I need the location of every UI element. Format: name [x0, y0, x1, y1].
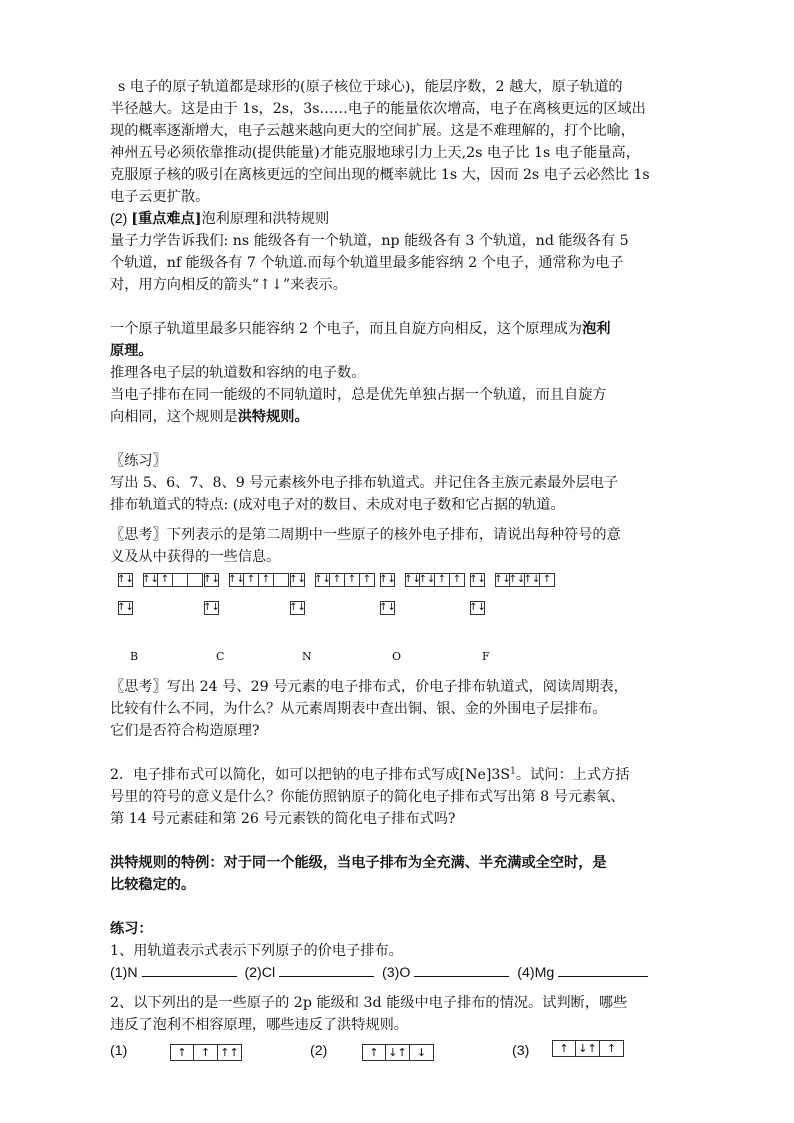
- text-line: 电子云更扩散。: [110, 189, 210, 205]
- orbital-box: ↑: [158, 573, 173, 587]
- practice-heading: 〖练习〗: [110, 453, 167, 469]
- text-line: 号里的符号的意义是什么？你能仿照钠原子的简化电子排布式写出第 8 号元素氧、: [110, 789, 625, 805]
- orbital-box: ↑↓: [142, 574, 159, 585]
- section-title: 泡利原理和洪特规则: [201, 211, 330, 227]
- orbital-box: ↑↓: [469, 574, 486, 585]
- text-line: 它们是否符合构造原理?: [110, 723, 260, 739]
- orbital-row-1s: [118, 600, 203, 616]
- text-line: 半径越大。这是由于 1s，2s，3s……电子的能量依次增高，电子在离核更远的区域出: [110, 101, 646, 117]
- orbital-diagram-C: [204, 572, 289, 616]
- text-line: 现的概率逐渐增大，电子云越来越向更大的空间扩展。这是不难理解的，打个比喻，: [110, 123, 635, 139]
- option-orbital-boxes: [170, 1044, 242, 1061]
- blank-label: (1)N: [110, 965, 138, 981]
- orbital-box: ↑↓: [379, 574, 396, 585]
- orbital-box: ↑↓: [523, 574, 541, 585]
- section-tag: [重点难点]: [131, 211, 202, 227]
- orbital-box: ↑↓: [289, 602, 306, 613]
- element-label: F: [482, 650, 490, 663]
- text-line: [110, 764, 690, 786]
- orbital-box: ↑↓: [314, 574, 331, 585]
- orbital-box: ↑↓: [203, 602, 220, 613]
- orbital-box: ↑↓: [508, 574, 526, 585]
- orbital-box: ↑: [540, 573, 555, 587]
- practice-heading: 练习：: [110, 921, 153, 937]
- practice-1: [110, 450, 690, 516]
- para-quantum: [110, 230, 690, 296]
- text-line: 排布轨道式的特点: (成对电子对的数目、未成对电子数和它占据的轨道。: [110, 497, 565, 513]
- orbital-row-2s2p: [118, 572, 203, 588]
- orbital-row-2s2p: [380, 572, 465, 588]
- text-line: 比较稳定的。: [110, 877, 196, 893]
- orbital-row-2s2p: [204, 572, 289, 588]
- text-line: 洪特规则的特例：对于同一个能级，当电子排布为全充满、半充满或全空时，是: [110, 855, 607, 871]
- orbital-box: ↑: [244, 573, 259, 587]
- orbital-box: ↑: [330, 573, 345, 587]
- text-line: 个轨道，nf 能级各有 7 个轨道.而每个轨道里最多能容纳 2 个电子，通常称为电子: [110, 255, 624, 271]
- pauli-term: 泡利: [582, 321, 611, 337]
- orbital-row-1s: [470, 600, 555, 616]
- text-line: 克服原子核的吸引在离核更远的空间出现的概率就比 1s 大，因而 2s 电子云必然比 1s: [110, 167, 650, 183]
- pauli-principle: [110, 318, 690, 362]
- para-s-orbital: [110, 76, 690, 208]
- text-line: 〖思考〗写出 24 号、29 号元素的电子排布式，价电子排布轨道式，阅读周期表，: [110, 679, 628, 695]
- orbital-box: ↑↓: [379, 602, 396, 613]
- orbital-box: ↑↓: [418, 574, 436, 585]
- orbital-box: ↑↓: [228, 574, 245, 585]
- orbital-box: ↑↓: [289, 574, 306, 585]
- document-page: [110, 76, 690, 1068]
- blank-row: [110, 962, 690, 984]
- q2-sup: 1: [510, 766, 516, 777]
- pauli-line-1: [110, 318, 690, 340]
- hund-line-2: [110, 406, 690, 428]
- text-line: 写出 5、6、7、8、9 号元素核外电子排布轨道式。并记住各主族元素最外层电子: [110, 475, 619, 491]
- blank-label: (3)O: [382, 965, 411, 981]
- text-line: 1、用轨道表示式表示下列原子的价电子排布。: [110, 943, 403, 959]
- element-label: B: [130, 650, 139, 663]
- hund-rule: [110, 384, 690, 428]
- orbital-box: ↑↓: [203, 574, 220, 585]
- orbital-box: ↑↑: [218, 1044, 242, 1061]
- orbital-box: ↓: [410, 1044, 434, 1061]
- pauli-term-end: 原理。: [110, 343, 153, 359]
- text-line: 量子力学告诉我们: ns 能级各有一个轨道，np 能级各有 3 个轨道，nd 能级各有 5: [110, 233, 629, 249]
- element-label: N: [302, 650, 312, 663]
- orbital-box: ↑: [360, 573, 375, 587]
- blank-label: (2)Cl: [244, 965, 276, 981]
- orbital-box: ↑: [450, 573, 465, 587]
- element-label: C: [216, 650, 225, 663]
- orbital-box: ↑↓: [117, 602, 134, 613]
- orbital-box: ↑: [362, 1044, 386, 1061]
- orbital-box: [188, 573, 203, 587]
- blank-label: (4)Mg: [517, 965, 555, 981]
- option-orbital-boxes: [362, 1044, 434, 1061]
- pauli-text: 一个原子轨道里最多只能容纳 2 个电子，而且自旋方向相反，这个原理成为: [110, 321, 583, 337]
- text-line: 违反了泡利不相容原理，哪些违反了洪特规则。: [110, 1017, 408, 1033]
- hund-line-1: 当电子排布在同一能级的不同轨道时，总是优先单独占据一个轨道，而且自旋方: [110, 387, 607, 403]
- text-line: s 电子的原子轨道都是球形的(原子核位于球心)，能层序数，2 越大，原子轨道的: [118, 79, 623, 95]
- answer-blank[interactable]: [558, 962, 648, 977]
- option-label: (2): [310, 1043, 328, 1059]
- text-line: 第 14 号元素硅和第 26 号元素铁的简化电子排布式吗?: [110, 811, 456, 827]
- orbital-box: ↑: [435, 573, 450, 587]
- hund-term: 洪特规则。: [237, 409, 309, 425]
- orbital-box: ↑↓: [404, 574, 421, 585]
- question-2: [110, 764, 690, 830]
- q2-text: 2．电子排布式可以简化，如可以把钠的电子排布式写成[Ne]3S: [110, 767, 511, 783]
- section-number: (2): [110, 211, 132, 227]
- orbital-row-1s: [204, 600, 289, 616]
- orbital-diagram-B: [118, 572, 203, 616]
- orbital-box: [173, 573, 188, 587]
- orbital-box: ↑↓: [117, 574, 134, 585]
- orbital-box: ↑↓: [494, 574, 511, 585]
- option-label: (1): [110, 1043, 128, 1059]
- answer-blank[interactable]: [142, 962, 237, 977]
- orbital-box: ↑: [345, 573, 360, 587]
- orbital-box: ↓↑: [576, 1040, 600, 1057]
- orbital-box: ↑↓: [469, 602, 486, 613]
- orbital-row-1s: [290, 600, 375, 616]
- answer-blank[interactable]: [279, 962, 374, 977]
- practice-2: [110, 918, 690, 1068]
- orbital-diagram-N: [290, 572, 375, 616]
- infer-line: 推理各电子层的轨道数和容纳的电子数。: [110, 365, 366, 381]
- orbital-diagram-F: [470, 572, 555, 616]
- option-diagrams: [110, 1040, 690, 1068]
- orbital-box: ↑: [194, 1044, 218, 1061]
- text-line: 比较有什么不同，为什么？从元素周期表中查出铜、银、金的外围电子层排布。: [110, 701, 607, 717]
- orbital-box: ↓↑: [386, 1044, 410, 1061]
- hund-text: 向相同，这个规则是: [110, 409, 238, 425]
- orbital-box: ↑: [600, 1040, 624, 1057]
- orbital-box: ↑: [259, 573, 274, 587]
- hund-special: [110, 852, 690, 896]
- answer-blank[interactable]: [414, 962, 509, 977]
- orbital-box: ↑: [170, 1044, 194, 1061]
- orbital-diagram-O: [380, 572, 465, 616]
- orbital-row-1s: [380, 600, 465, 616]
- orbital-row-2s2p: [470, 572, 555, 588]
- think-1: [110, 524, 690, 568]
- orbital-box: ↑: [552, 1040, 576, 1057]
- orbital-box: [274, 573, 289, 587]
- text-line: 神州五号必须依靠推动(提供能量)才能克服地球引力上天,2s 电子比 1s 电子能量高，: [110, 145, 640, 161]
- text-line: 2、以下列出的是一些原子的 2p 能级和 3d 能级中电子排布的情况。试判断，哪些: [110, 995, 628, 1011]
- orbital-row-2s2p: [290, 572, 375, 588]
- option-label: (3): [512, 1043, 530, 1059]
- orbital-diagrams: [110, 572, 690, 668]
- section-heading: [110, 208, 690, 230]
- q2-text: 。试问：上式方括: [515, 767, 630, 783]
- text-line: 对，用方向相反的箭头“↑↓”来表示。: [110, 277, 347, 293]
- text-line: 义及从中获得的一些信息。: [110, 549, 281, 565]
- text-line: 〖思考〗下列表示的是第二周期中一些原子的核外电子排布，请说出每种符号的意: [110, 527, 621, 543]
- option-orbital-boxes: [552, 1040, 624, 1057]
- think-2: [110, 676, 690, 742]
- element-label: O: [392, 650, 402, 663]
